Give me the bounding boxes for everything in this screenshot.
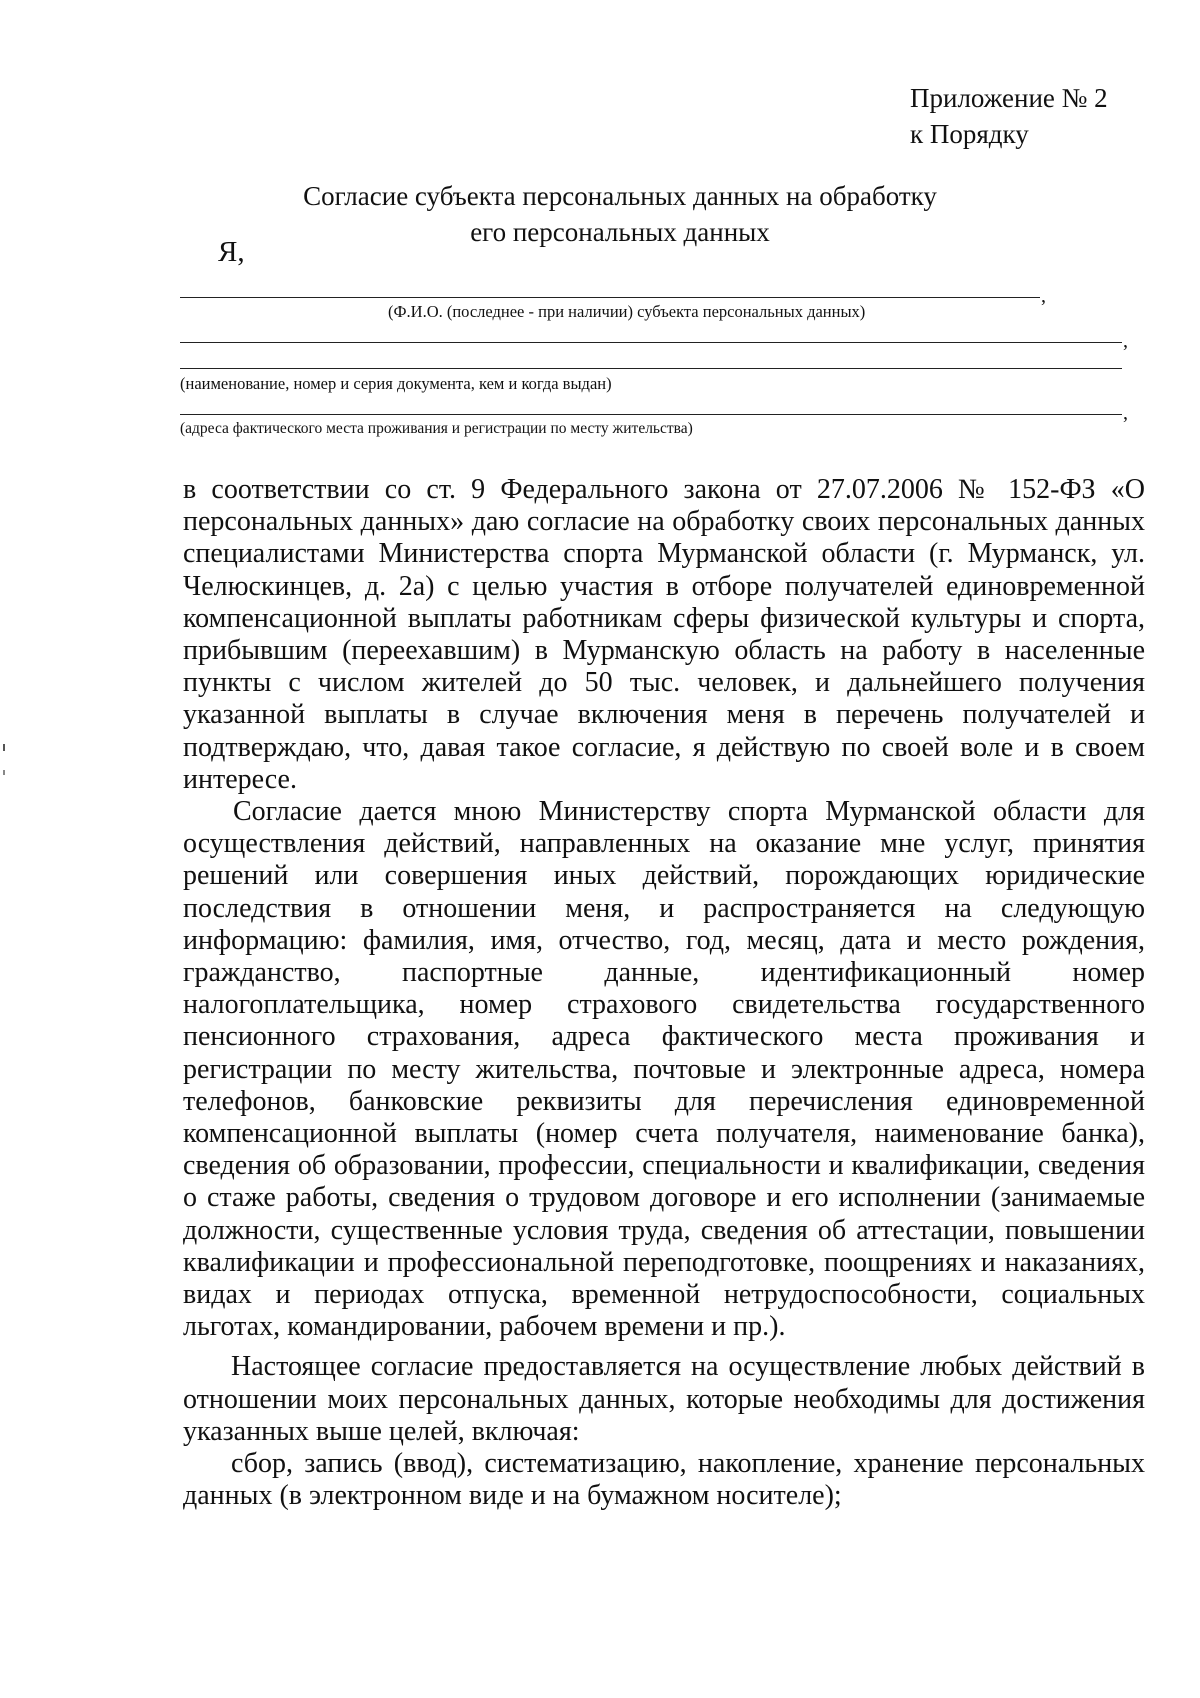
document-field-line-2 [180,368,1122,369]
paragraph-actions: Настоящее согласие предоставляется на осуществление любых действий в отношении моих персональных данных, которые необходимы для достижения указанных выше целей, включая: [183,1351,1145,1447]
fio-field-line [180,297,1040,298]
document-field-comma: , [1123,330,1128,352]
document-title [220,178,1020,250]
consent-body [183,474,1145,1513]
ya-label: Я, [218,236,245,268]
address-field-line [180,414,1122,415]
document-field-line-1 [180,342,1122,343]
appendix-number: Приложение № 2 [910,83,1108,113]
paragraph-scope: Согласие дается мною Министерству спорта Мурманской области для осуществления действий, направленных на оказание мне услуг, принятия решений или совершения иных действий, порождающих юридические последствия в отношении меня, и распространяется на следующую информацию: фамилия, имя, отчество, год, месяц, дата и место рождения, гражданство, паспортные данные, идентификационный номер налогоплательщика, номер страхового свидетельства государственного пенсионного страхования, адреса фактического места проживания и регистрации по месту жительства, почтовые и электронные адреса, номера телефонов, банковские реквизиты для перечисления единовременной компенсационной выплаты (номер счета получателя, наименование банка), сведения об образовании, профессии, специальности и квалификации, сведения о стаже работы, сведения о трудовом договоре и его исполнении (занимаемые должности, существенные условия труда, сведения об аттестации, повышении квалификации и профессиональной переподготовке, поощрениях и наказаниях, видах и периодах отпуска, временной нетрудоспособности, социальных льготах, командировании, рабочем времени и пр.). [183,796,1145,1343]
address-field-comma: , [1123,402,1128,424]
appendix-header [910,80,1108,152]
paragraph-collection: сбор, запись (ввод), систематизацию, накопление, хранение персональных данных (в электронном виде и на бумажном носителе); [183,1448,1145,1512]
scan-mark [3,770,5,775]
fio-field-comma: , [1041,285,1046,307]
appendix-reference: к Порядку [910,119,1029,149]
scan-mark [3,744,5,751]
address-caption: (адреса фактического места проживания и регистрации по месту жительства) [180,420,693,437]
fio-caption: (Ф.И.О. (последнее - при наличии) субъекта персональных данных) [388,302,866,321]
document-caption: (наименование, номер и серия документа, кем и когда выдан) [180,374,612,393]
paragraph-legal-basis: в соответствии со ст. 9 Федерального закона от 27.07.2006 № 152-ФЗ «О персональных данных» даю согласие на обработку своих персональных данных специалистами Министерства спорта Мурманской области (г. Мурманск, ул. Челюскинцев, д. 2а) с целью участия в отборе получателей единовременной компенсационной выплаты работникам сферы физической культуры и спорта, прибывшим (переехавшим) в Мурманскую область на работу в населенные пункты с числом жителей до 50 тыс. человек, и дальнейшего получения указанной выплаты в случае включения меня в перечень получателей и подтверждаю, что, давая такое согласие, я действую по своей воле и в своем интересе. [183,474,1145,795]
title-line-1: Согласие субъекта персональных данных на обработку [303,181,937,211]
title-line-2: его персональных данных [470,217,770,247]
